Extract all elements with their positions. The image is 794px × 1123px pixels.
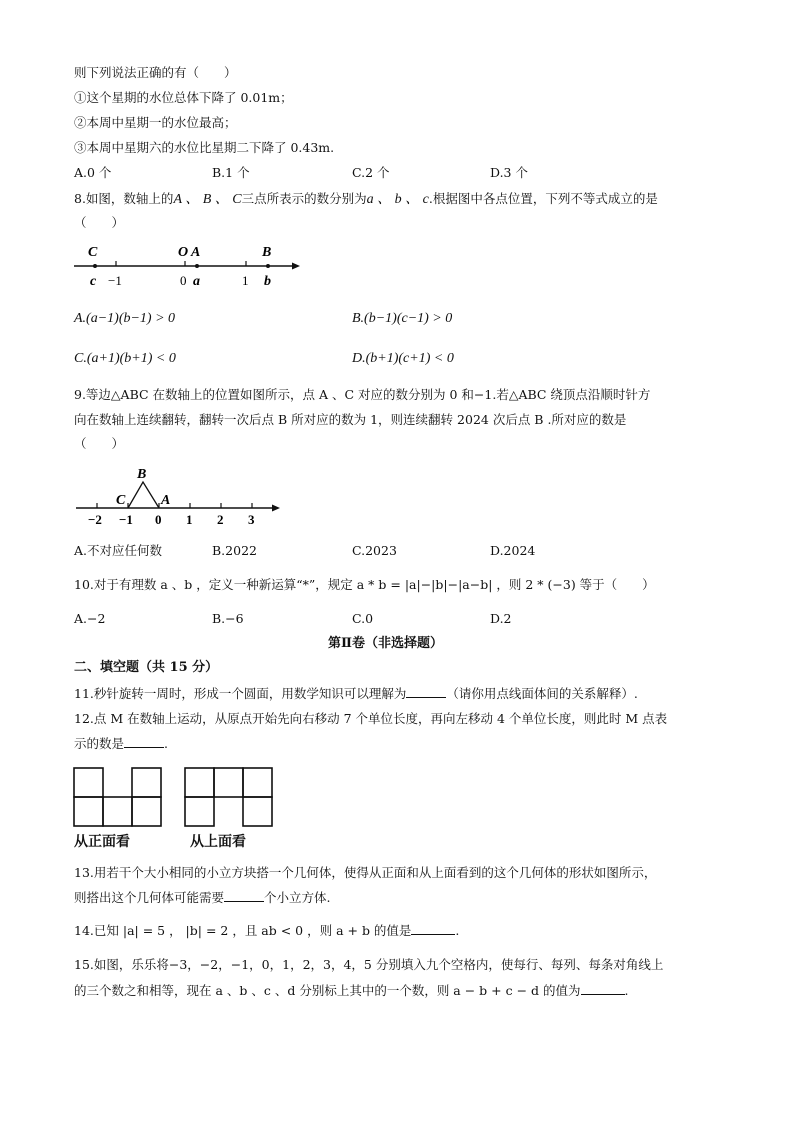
q14-answer-blank[interactable] (411, 922, 455, 935)
q7-option-d: D.3 个 (490, 165, 528, 180)
q9-option-b: B.2022 (212, 543, 257, 558)
top-view-label: 从上面看 (190, 834, 246, 850)
q7-stem: 则下列说法正确的有（ ） (74, 65, 237, 80)
q9-label-B: B (137, 467, 147, 482)
q11-text-a: 11.秒针旋转一周时，形成一个圆面，用数学知识可以理解为 (74, 686, 407, 701)
q12-answer-blank[interactable] (124, 735, 164, 748)
q14-text-b: . (455, 923, 460, 938)
q8-line-1 (74, 190, 658, 209)
q13-views-figure (72, 766, 282, 828)
q8-label-b: b (264, 274, 271, 289)
q7-statement-2: ②本周中星期一的水位最高； (74, 115, 237, 130)
q7-statement-1: ①这个星期的水位总体下降了 0.01m； (74, 90, 293, 105)
q8-label-one: 1 (242, 273, 249, 288)
q12-text-a: 示的数是 (74, 736, 125, 751)
q9-tick-minus2: −2 (88, 512, 102, 527)
q7-option-a: A.0 个 (74, 165, 112, 180)
q8-points: A 、 B 、 C (173, 192, 242, 207)
q8-number-line-figure (70, 240, 310, 292)
q9-tick-minus1: −1 (119, 512, 133, 527)
top-view-grid (185, 768, 272, 826)
part2-title: 第Ⅱ卷（非选择题） (328, 636, 443, 651)
q15-line-2 (74, 982, 628, 1000)
q7-option-b: B.1 个 (212, 165, 250, 180)
q9-tick-1: 1 (186, 512, 193, 527)
q10-option-d: D.2 (490, 611, 512, 626)
q8-label-minus1: −1 (108, 273, 122, 288)
q14-line (74, 922, 459, 940)
q12-text-b: . (164, 736, 168, 751)
q9-tick-2: 2 (217, 512, 224, 527)
q8-label-zero: 0 (180, 273, 187, 288)
q15-line-1: 15.如图，乐乐将−3，−2，−1，0，1，2，3，4，5 分别填入九个空格内，使每行、每列、每条对角线上 (74, 957, 664, 972)
q8-option-b: B.(b−1)(c−1) > 0 (352, 311, 453, 326)
q9-option-c: C.2023 (352, 543, 397, 558)
q9-triangle-figure (70, 462, 290, 532)
q11-answer-blank[interactable] (406, 685, 446, 698)
q8-label-O: O (178, 245, 189, 260)
q9-tick-0: 0 (155, 512, 162, 527)
q9-tick-3: 3 (248, 512, 255, 527)
q8-values: a 、 b 、 c (366, 192, 429, 207)
q8-text-c: .根据图中各点位置，下列不等式成立的是 (428, 191, 658, 206)
q10-option-a: A.−2 (74, 611, 106, 626)
q12-line-2 (74, 735, 168, 753)
q13-line-1: 13.用若干个大小相同的小立方块搭一个几何体，使得从正面和从上面看到的这个几何体的形状如图所示， (74, 865, 657, 880)
q10-line: 10.对于有理数 a 、b ，定义一种新运算“*”，规定 a * b = |a|−|b|−|a−b| ，则 2 * (−3) 等于（ ） (74, 577, 655, 592)
q8-label-a: a (193, 274, 200, 289)
q8-option-a: A.(a−1)(b−1) > 0 (74, 311, 176, 326)
q8-text-a: 8.如图，数轴上的 (74, 191, 174, 206)
q11-line (74, 685, 638, 703)
q8-label-A: A (191, 245, 201, 260)
q14-text-a: 14.已知 |a| = 5 ， |b| = 2 ，且 ab < 0 ，则 a + b 的值是 (74, 923, 412, 938)
q8-text-b: 三点所表示的数分别为 (241, 191, 367, 206)
q9-line-3: （ ） (74, 436, 125, 451)
q12-line-1: 12.点 M 在数轴上运动，从原点开始先向右移动 7 个单位长度，再向左移动 4 个单位长度，则此时 M 点表 (74, 711, 668, 726)
q10-option-b: B.−6 (212, 611, 244, 626)
q8-option-c: C.(a+1)(b+1) < 0 (74, 351, 176, 366)
q9-option-a: A.不对应任何数 (74, 543, 163, 558)
front-view-grid (74, 768, 161, 826)
q9-line-1: 9.等边△ABC 在数轴上的位置如图所示，点 A 、C 对应的数分别为 0 和−1.若△ABC 绕顶点沿顺时针方 (74, 387, 651, 402)
q9-label-C: C (116, 493, 126, 508)
q13-text-b: 个小立方体. (264, 890, 331, 905)
q15-text-b: . (624, 983, 629, 998)
q9-option-d: D.2024 (490, 543, 536, 558)
q13-answer-blank[interactable] (224, 889, 264, 902)
q9-label-A: A (161, 493, 171, 508)
q13-text-a: 则搭出这个几何体可能需要 (74, 890, 225, 905)
q8-label-c: c (90, 274, 97, 289)
fill-in-section-heading: 二、填空题（共 15 分） (74, 660, 219, 675)
q8-line-2: （ ） (74, 215, 125, 230)
q7-statement-3: ③本周中星期六的水位比星期二下降了 0.43m. (74, 140, 335, 155)
q7-option-c: C.2 个 (352, 165, 390, 180)
front-view-label: 从正面看 (74, 834, 130, 850)
q11-text-b: （请你用点线面体间的关系解释）. (446, 686, 638, 701)
q15-answer-blank[interactable] (581, 982, 625, 995)
q9-line-2: 向在数轴上连续翻转，翻转一次后点 B 所对应的数为 1，则连续翻转 2024 次后点 B .所对应的数是 (74, 412, 627, 427)
q8-label-B: B (262, 245, 272, 260)
q15-text-a: 的三个数之和相等，现在 a 、b 、c 、d 分别标上其中的一个数，则 a − b + c − d 的值为 (74, 983, 581, 998)
q8-label-C: C (88, 245, 98, 260)
q13-line-2 (74, 889, 331, 907)
q8-option-d: D.(b+1)(c+1) < 0 (352, 351, 454, 366)
q10-option-c: C.0 (352, 611, 374, 626)
